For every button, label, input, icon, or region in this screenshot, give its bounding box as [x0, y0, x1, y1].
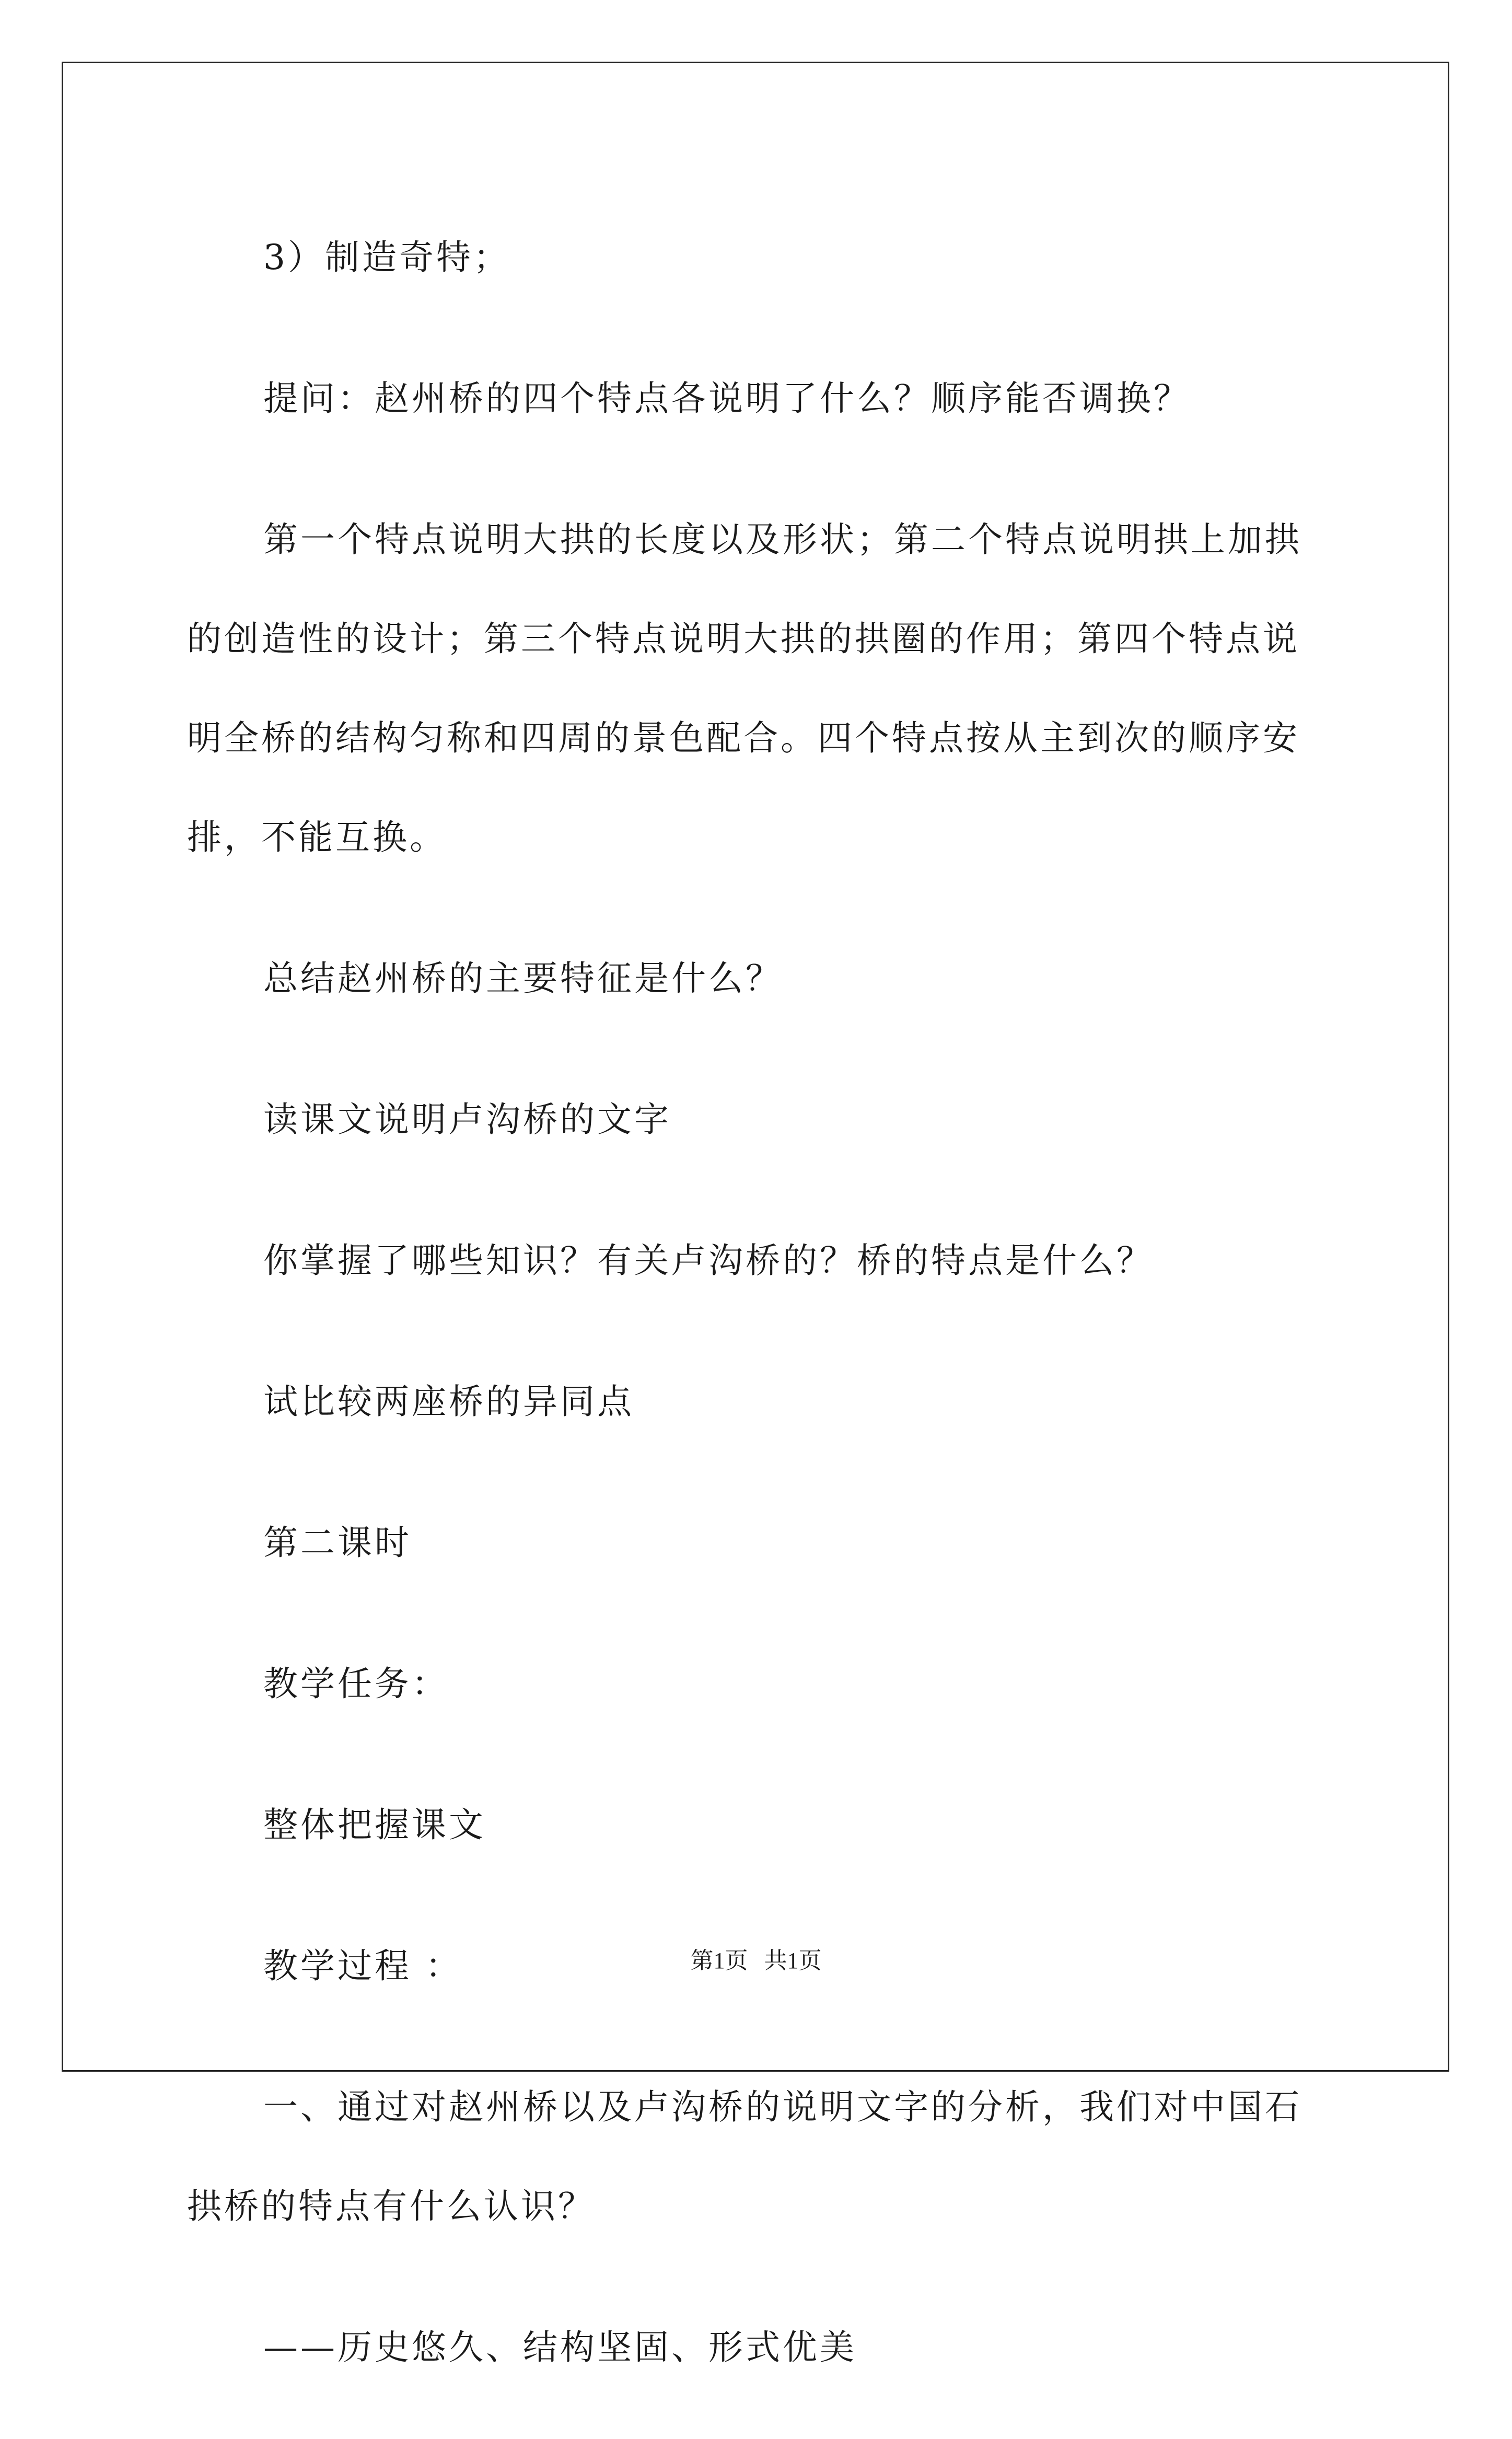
page-number-total: 共1页 — [764, 1948, 822, 1973]
paragraph: 读课文说明卢沟桥的文字 — [263, 1099, 671, 1140]
paragraph: 一、通过对赵州桥以及卢沟桥的说明文字的分析，我们对中国石拱桥的特点有什么认识？ — [187, 2087, 1302, 2226]
paragraph: 第二课时 — [263, 1523, 412, 1563]
paragraph: 第一个特点说明大拱的长度以及形状；第二个特点说明拱上加拱的创造性的设计；第三个特点说明大拱的拱圈的作用；第四个特点说明全桥的结构匀称和四周的景色配合。四个特点按从主到次的顺序安排，不能互换。 — [187, 519, 1302, 857]
page-footer — [0, 1942, 1512, 1975]
paragraph: 教学任务： — [263, 1664, 449, 1704]
paragraph: 3）制造奇特； — [263, 237, 510, 277]
page-number-current: 第1页 — [690, 1948, 748, 1973]
document-body — [187, 208, 1326, 2439]
paragraph: 总结赵州桥的主要特征是什么？ — [263, 958, 783, 998]
paragraph: 试比较两座桥的异同点 — [263, 1381, 634, 1422]
paragraph: 整体把握课文 — [263, 1805, 486, 1845]
paragraph: ——历史悠久、结构坚固、形式优美 — [263, 2327, 857, 2367]
paragraph: 提问：赵州桥的四个特点各说明了什么？顺序能否调换？ — [263, 378, 1191, 419]
paragraph: 你掌握了哪些知识？有关卢沟桥的？桥的特点是什么？ — [263, 1240, 1154, 1281]
paragraph: 教学过程 ： — [263, 1946, 462, 1986]
